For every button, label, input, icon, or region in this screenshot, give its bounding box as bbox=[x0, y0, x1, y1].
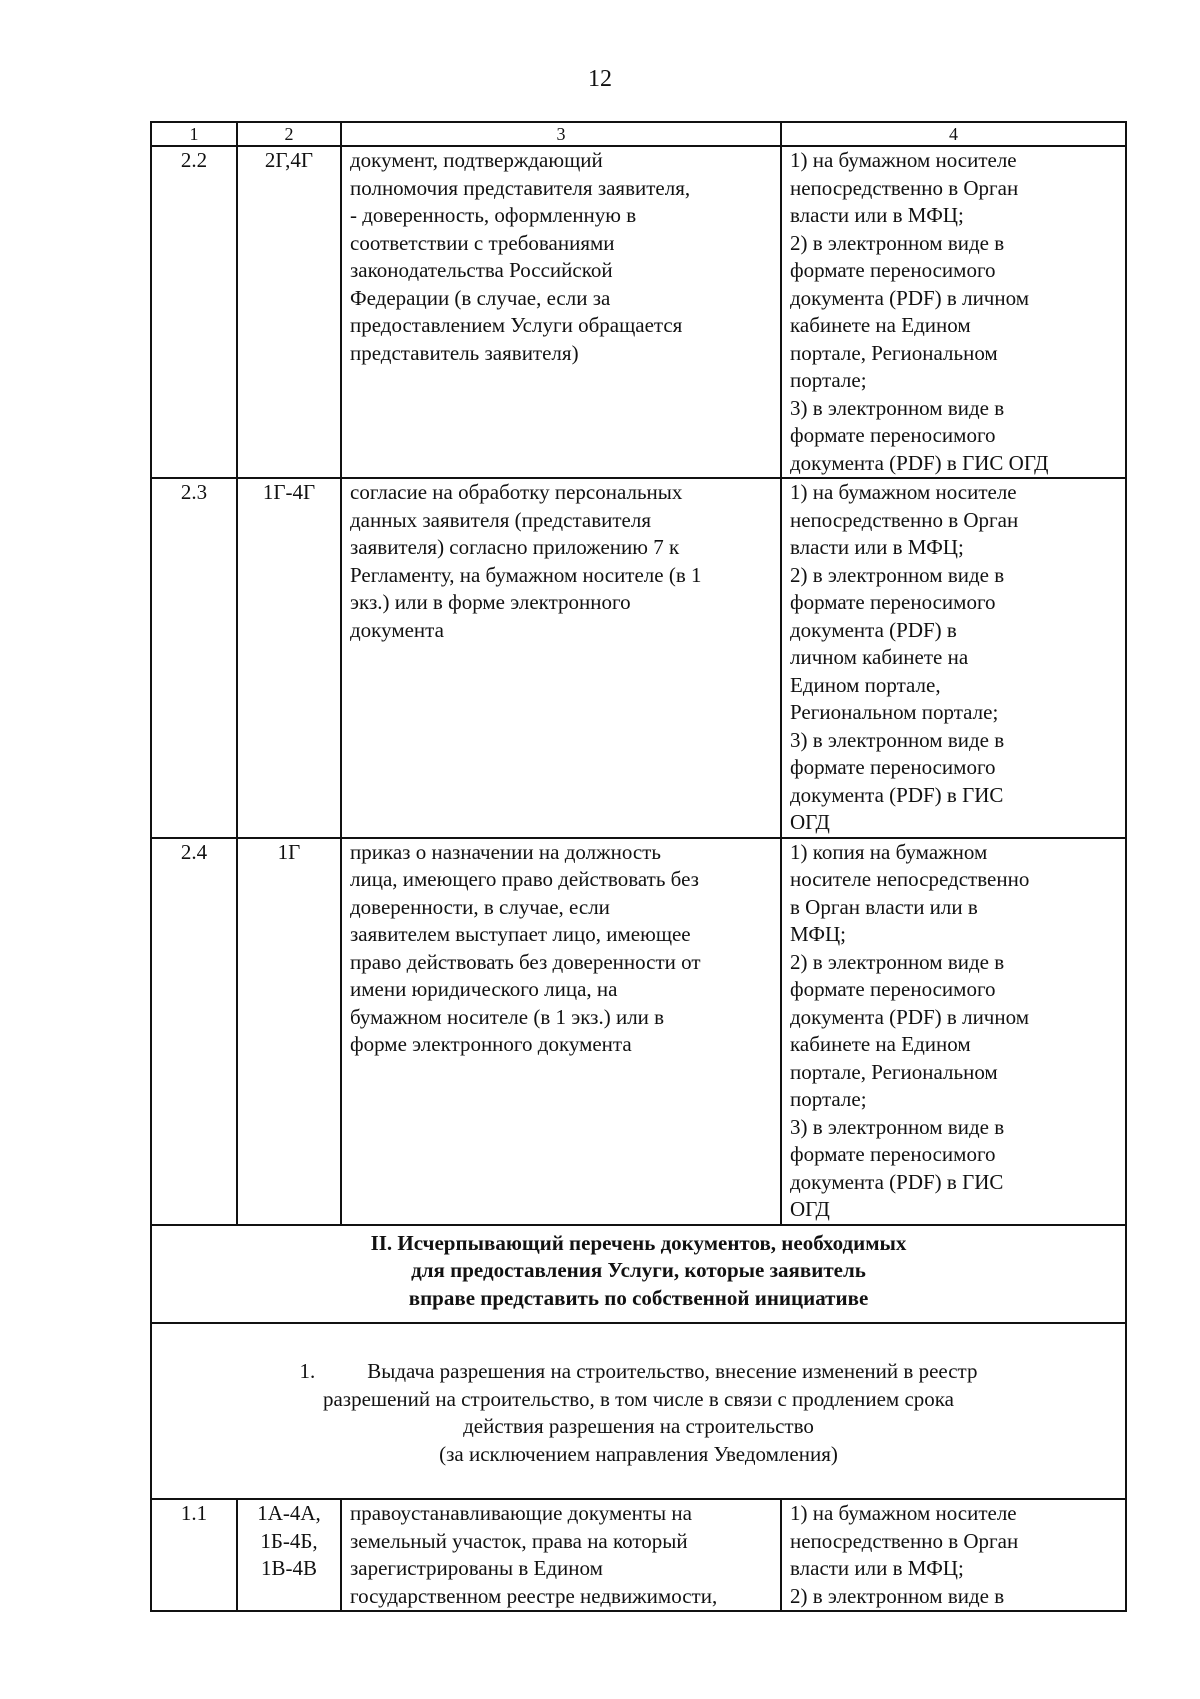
document-description: правоустанавливающие документы на земельный участок, права на который зарегистрированы в Едином государственном реестре недвижимости, bbox=[341, 1499, 781, 1611]
submission-method: 1) на бумажном носителе непосредственно в Орган власти или в МФЦ; 2) в электронном виде в формате переносимого документа (PDF) в личном кабинете на Едином портале, Региональном портале; 3) в электронном виде в формате переносимого документа (PDF) в ГИС ОГД bbox=[781, 478, 1126, 838]
subsection-title-line1: Выдача разрешения на строительство, внесение изменений в реестр bbox=[367, 1359, 978, 1383]
section-heading: II. Исчерпывающий перечень документов, необходимых для предоставления Услуги, которые заявитель вправе представить по собственной инициативе bbox=[151, 1225, 1126, 1324]
table-row bbox=[151, 1499, 1126, 1611]
subsection-heading bbox=[151, 1323, 1126, 1499]
document-description: согласие на обработку персональных данных заявителя (представителя заявителя) согласно приложению 7 к Регламенту, на бумажном носителе (в 1 экз.) или в форме электронного документа bbox=[341, 478, 781, 838]
row-number: 2.3 bbox=[151, 478, 237, 838]
header-cell: 1 bbox=[151, 122, 237, 146]
table-row bbox=[151, 478, 1126, 838]
subsection-row bbox=[151, 1323, 1126, 1499]
document-description: документ, подтверждающий полномочия представителя заявителя, - доверенность, оформленную в соответствии с требованиями законодательства Российской Федерации (в случае, если за предоставлением Услуги обращается представитель заявителя) bbox=[341, 146, 781, 478]
row-number: 2.4 bbox=[151, 838, 237, 1225]
submission-method: 1) копия на бумажном носителе непосредственно в Орган власти или в МФЦ; 2) в электронном виде в формате переносимого документа (PDF) в личном кабинете на Едином портале, Региональном портале; 3) в электронном виде в формате переносимого документа (PDF) в ГИС ОГД bbox=[781, 838, 1126, 1225]
header-cell: 2 bbox=[237, 122, 341, 146]
subsection-number: 1. bbox=[299, 1359, 316, 1383]
applicant-codes: 2Г,4Г bbox=[237, 146, 341, 478]
header-cell: 3 bbox=[341, 122, 781, 146]
submission-method: 1) на бумажном носителе непосредственно в Орган власти или в МФЦ; 2) в электронном виде в bbox=[781, 1499, 1126, 1611]
table-header-row bbox=[151, 122, 1126, 146]
table-row bbox=[151, 146, 1126, 478]
page-number: 12 bbox=[588, 66, 612, 92]
document-description: приказ о назначении на должность лица, имеющего право действовать без доверенности, в случае, если заявителем выступает лицо, имеющее право действовать без доверенности от имени юридического лица, на бумажном носителе (в 1 экз.) или в форме электронного документа bbox=[341, 838, 781, 1225]
applicant-codes: 1Г bbox=[237, 838, 341, 1225]
header-cell: 4 bbox=[781, 122, 1126, 146]
row-number: 1.1 bbox=[151, 1499, 237, 1611]
table-row bbox=[151, 838, 1126, 1225]
documents-table bbox=[150, 121, 1127, 1612]
submission-method: 1) на бумажном носителе непосредственно в Орган власти или в МФЦ; 2) в электронном виде в формате переносимого документа (PDF) в личном кабинете на Едином портале, Региональном портале; 3) в электронном виде в формате переносимого документа (PDF) в ГИС ОГД bbox=[781, 146, 1126, 478]
applicant-codes: 1Г-4Г bbox=[237, 478, 341, 838]
applicant-codes: 1А-4А, 1Б-4Б, 1В-4В bbox=[237, 1499, 341, 1611]
row-number: 2.2 bbox=[151, 146, 237, 478]
section-heading-row bbox=[151, 1225, 1126, 1324]
subsection-title-rest: разрешений на строительство, в том числе в связи с продлением срока действия разрешения на строительство (за исключением направления Уведомления) bbox=[322, 1386, 954, 1466]
